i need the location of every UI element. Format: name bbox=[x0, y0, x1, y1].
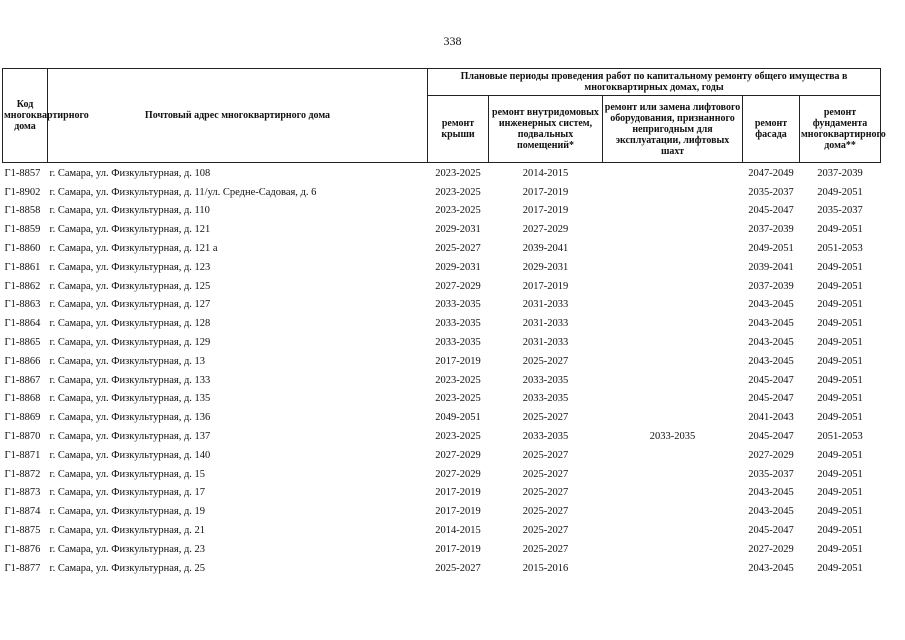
table-row bbox=[3, 502, 881, 521]
table-row bbox=[3, 465, 881, 484]
cell-address: г. Самара, ул. Физкультурная, д. 17 bbox=[49, 487, 206, 499]
cell-address: г. Самара, ул. Физкультурная, д. 136 bbox=[49, 412, 211, 424]
table-row bbox=[3, 540, 881, 559]
cell-code: Г1-8869 bbox=[4, 412, 41, 424]
cell-code: Г1-8872 bbox=[4, 468, 41, 480]
header-foundation: ремонт фундамента многоквартирного дома** bbox=[800, 96, 881, 163]
cell-elevator bbox=[603, 446, 743, 465]
cell-systems: 2031-2033 bbox=[522, 318, 569, 330]
table-row bbox=[3, 371, 881, 390]
cell-roof: 2023-2025 bbox=[435, 374, 481, 386]
cell-facade: 2045-2047 bbox=[748, 374, 794, 386]
cell-facade: 2035-2037 bbox=[748, 186, 794, 198]
table-row bbox=[3, 352, 881, 371]
cell-systems: 2031-2033 bbox=[522, 299, 569, 311]
table-row bbox=[3, 390, 881, 409]
cell-systems: 2025-2027 bbox=[522, 412, 569, 424]
cell-roof: 2017-2019 bbox=[435, 506, 481, 518]
header-facade: ремонт фасада bbox=[743, 96, 800, 163]
cell-roof: 2017-2019 bbox=[435, 355, 481, 367]
cell-code: Г1-8873 bbox=[4, 487, 41, 499]
cell-address: г. Самара, ул. Физкультурная, д. 21 bbox=[49, 525, 206, 537]
cell-facade: 2043-2045 bbox=[748, 562, 794, 574]
cell-facade: 2045-2047 bbox=[748, 205, 794, 217]
cell-roof: 2014-2015 bbox=[435, 525, 481, 537]
cell-systems: 2025-2027 bbox=[522, 525, 569, 537]
cell-address: г. Самара, ул. Физкультурная, д. 133 bbox=[49, 374, 211, 386]
cell-address: г. Самара, ул. Физкультурная, д. 137 bbox=[49, 431, 211, 443]
cell-roof: 2049-2051 bbox=[435, 412, 481, 424]
cell-facade: 2043-2045 bbox=[748, 487, 794, 499]
cell-code: Г1-8867 bbox=[4, 374, 41, 386]
cell-systems: 2031-2033 bbox=[522, 337, 569, 349]
header-roof: ремонт крыши bbox=[428, 96, 489, 163]
cell-elevator bbox=[603, 484, 743, 503]
cell-code: Г1-8857 bbox=[4, 167, 41, 179]
cell-address: г. Самара, ул. Физкультурная, д. 23 bbox=[49, 543, 206, 555]
cell-elevator bbox=[603, 333, 743, 352]
cell-foundation: 2051-2053 bbox=[817, 431, 863, 443]
cell-address: г. Самара, ул. Физкультурная, д. 121 а bbox=[49, 243, 218, 255]
cell-elevator bbox=[603, 352, 743, 371]
cell-elevator bbox=[603, 314, 743, 333]
cell-foundation: 2049-2051 bbox=[817, 412, 863, 424]
table-body bbox=[3, 163, 881, 578]
cell-elevator bbox=[603, 183, 743, 202]
cell-code: Г1-8876 bbox=[4, 543, 41, 555]
cell-roof: 2025-2027 bbox=[435, 562, 481, 574]
cell-address: г. Самара, ул. Физкультурная, д. 129 bbox=[49, 337, 211, 349]
cell-systems: 2033-2035 bbox=[522, 374, 569, 386]
cell-foundation: 2049-2051 bbox=[817, 543, 863, 555]
cell-foundation: 2049-2051 bbox=[817, 186, 863, 198]
cell-address: г. Самара, ул. Физкультурная, д. 19 bbox=[49, 506, 206, 518]
cell-facade: 2043-2045 bbox=[748, 355, 794, 367]
cell-address: г. Самара, ул. Физкультурная, д. 135 bbox=[49, 393, 211, 405]
cell-address: г. Самара, ул. Физкультурная, д. 127 bbox=[49, 299, 211, 311]
cell-facade: 2049-2051 bbox=[748, 243, 794, 255]
cell-roof: 2023-2025 bbox=[435, 186, 481, 198]
cell-address: г. Самара, ул. Физкультурная, д. 108 bbox=[49, 167, 211, 179]
table-row bbox=[3, 521, 881, 540]
cell-elevator: 2033-2035 bbox=[649, 431, 696, 443]
cell-elevator bbox=[603, 559, 743, 578]
cell-roof: 2033-2035 bbox=[435, 318, 481, 330]
header-periods-group: Плановые периоды проведения работ по капитальному ремонту общего имущества в многоквартирных домах, годы bbox=[428, 69, 881, 96]
cell-roof: 2023-2025 bbox=[435, 205, 481, 217]
table-row bbox=[3, 202, 881, 221]
cell-foundation: 2049-2051 bbox=[817, 299, 863, 311]
cell-elevator bbox=[603, 502, 743, 521]
header-code: Код многоквартирного дома bbox=[3, 69, 48, 163]
cell-facade: 2045-2047 bbox=[748, 393, 794, 405]
table-row bbox=[3, 314, 881, 333]
header-systems: ремонт внутридомовых инженерных систем, подвальных помещений* bbox=[489, 96, 603, 163]
cell-facade: 2045-2047 bbox=[748, 431, 794, 443]
cell-elevator bbox=[603, 371, 743, 390]
cell-address: г. Самара, ул. Физкультурная, д. 128 bbox=[49, 318, 211, 330]
cell-foundation: 2049-2051 bbox=[817, 487, 863, 499]
cell-facade: 2035-2037 bbox=[748, 468, 794, 480]
table-row bbox=[3, 296, 881, 315]
cell-elevator bbox=[603, 202, 743, 221]
cell-foundation: 2035-2037 bbox=[817, 205, 863, 217]
table-row bbox=[3, 220, 881, 239]
table-row bbox=[3, 239, 881, 258]
cell-code: Г1-8862 bbox=[4, 280, 41, 292]
cell-facade: 2027-2029 bbox=[748, 449, 794, 461]
table-row bbox=[3, 258, 881, 277]
cell-code: Г1-8858 bbox=[4, 205, 41, 217]
cell-code: Г1-8902 bbox=[4, 186, 41, 198]
cell-foundation: 2049-2051 bbox=[817, 506, 863, 518]
cell-address: г. Самара, ул. Физкультурная, д. 110 bbox=[49, 205, 210, 217]
cell-facade: 2043-2045 bbox=[748, 337, 794, 349]
cell-elevator bbox=[603, 408, 743, 427]
cell-elevator bbox=[603, 521, 743, 540]
table-row bbox=[3, 484, 881, 503]
cell-systems: 2029-2031 bbox=[522, 261, 569, 273]
cell-elevator bbox=[603, 239, 743, 258]
cell-roof: 2029-2031 bbox=[435, 261, 481, 273]
table-row bbox=[3, 427, 881, 446]
cell-systems: 2039-2041 bbox=[522, 243, 569, 255]
cell-address: г. Самара, ул. Физкультурная, д. 11/ул. Средне-Садовая, д. 6 bbox=[49, 186, 317, 198]
cell-systems: 2025-2027 bbox=[522, 543, 569, 555]
cell-facade: 2045-2047 bbox=[748, 525, 794, 537]
cell-facade: 2043-2045 bbox=[748, 318, 794, 330]
cell-code: Г1-8877 bbox=[4, 562, 41, 574]
table-row bbox=[3, 446, 881, 465]
cell-roof: 2033-2035 bbox=[435, 299, 481, 311]
cell-foundation: 2049-2051 bbox=[817, 355, 863, 367]
cell-foundation: 2049-2051 bbox=[817, 449, 863, 461]
cell-foundation: 2049-2051 bbox=[817, 261, 863, 273]
cell-address: г. Самара, ул. Физкультурная, д. 121 bbox=[49, 224, 211, 236]
cell-roof: 2027-2029 bbox=[435, 468, 481, 480]
cell-code: Г1-8874 bbox=[4, 506, 41, 518]
table-row bbox=[3, 559, 881, 578]
cell-foundation: 2049-2051 bbox=[817, 280, 863, 292]
table-row bbox=[3, 163, 881, 183]
cell-facade: 2041-2043 bbox=[748, 412, 794, 424]
cell-roof: 2017-2019 bbox=[435, 487, 481, 499]
cell-roof: 2027-2029 bbox=[435, 449, 481, 461]
cell-code: Г1-8861 bbox=[4, 261, 41, 273]
cell-code: Г1-8868 bbox=[4, 393, 41, 405]
cell-elevator bbox=[603, 258, 743, 277]
cell-foundation: 2051-2053 bbox=[817, 243, 863, 255]
cell-foundation: 2049-2051 bbox=[817, 562, 863, 574]
cell-address: г. Самара, ул. Физкультурная, д. 125 bbox=[49, 280, 211, 292]
cell-facade: 2043-2045 bbox=[748, 299, 794, 311]
cell-systems: 2027-2029 bbox=[522, 224, 569, 236]
header-elevator: ремонт или замена лифтового оборудования, признанного непригодным для эксплуатации, лифтовых шахт bbox=[603, 96, 743, 163]
cell-foundation: 2049-2051 bbox=[817, 393, 863, 405]
cell-address: г. Самара, ул. Физкультурная, д. 13 bbox=[49, 355, 206, 367]
table-row bbox=[3, 183, 881, 202]
cell-elevator bbox=[603, 277, 743, 296]
cell-facade: 2037-2039 bbox=[748, 280, 794, 292]
table-row bbox=[3, 408, 881, 427]
cell-elevator bbox=[603, 465, 743, 484]
cell-code: Г1-8865 bbox=[4, 337, 41, 349]
cell-elevator bbox=[603, 296, 743, 315]
cell-roof: 2023-2025 bbox=[435, 431, 481, 443]
cell-facade: 2043-2045 bbox=[748, 506, 794, 518]
cell-facade: 2047-2049 bbox=[748, 167, 794, 179]
table-row bbox=[3, 277, 881, 296]
cell-systems: 2015-2016 bbox=[522, 562, 569, 574]
cell-code: Г1-8875 bbox=[4, 525, 41, 537]
cell-systems: 2033-2035 bbox=[522, 393, 569, 405]
cell-foundation: 2049-2051 bbox=[817, 525, 863, 537]
cell-elevator bbox=[603, 390, 743, 409]
cell-elevator bbox=[603, 220, 743, 239]
cell-address: г. Самара, ул. Физкультурная, д. 15 bbox=[49, 468, 206, 480]
cell-roof: 2023-2025 bbox=[435, 167, 481, 179]
cell-code: Г1-8864 bbox=[4, 318, 41, 330]
table-row bbox=[3, 333, 881, 352]
cell-facade: 2039-2041 bbox=[748, 261, 794, 273]
cell-systems: 2017-2019 bbox=[522, 205, 569, 217]
cell-foundation: 2037-2039 bbox=[817, 167, 863, 179]
cell-roof: 2017-2019 bbox=[435, 543, 481, 555]
header-address: Почтовый адрес многоквартирного дома bbox=[48, 69, 428, 163]
cell-roof: 2029-2031 bbox=[435, 224, 481, 236]
cell-systems: 2025-2027 bbox=[522, 449, 569, 461]
cell-roof: 2023-2025 bbox=[435, 393, 481, 405]
cell-code: Г1-8871 bbox=[4, 449, 41, 461]
cell-foundation: 2049-2051 bbox=[817, 374, 863, 386]
cell-code: Г1-8863 bbox=[4, 299, 41, 311]
cell-foundation: 2049-2051 bbox=[817, 468, 863, 480]
cell-elevator bbox=[603, 163, 743, 183]
cell-address: г. Самара, ул. Физкультурная, д. 123 bbox=[49, 261, 211, 273]
cell-foundation: 2049-2051 bbox=[817, 318, 863, 330]
cell-code: Г1-8859 bbox=[4, 224, 41, 236]
cell-address: г. Самара, ул. Физкультурная, д. 25 bbox=[49, 562, 206, 574]
cell-foundation: 2049-2051 bbox=[817, 337, 863, 349]
cell-systems: 2014-2015 bbox=[522, 167, 569, 179]
cell-systems: 2017-2019 bbox=[522, 186, 569, 198]
cell-systems: 2017-2019 bbox=[522, 280, 569, 292]
page-number: 338 bbox=[443, 34, 462, 48]
cell-foundation: 2049-2051 bbox=[817, 224, 863, 236]
cell-facade: 2037-2039 bbox=[748, 224, 794, 236]
cell-roof: 2027-2029 bbox=[435, 280, 481, 292]
cell-code: Г1-8866 bbox=[4, 355, 41, 367]
cell-roof: 2025-2027 bbox=[435, 243, 481, 255]
cell-code: Г1-8870 bbox=[4, 431, 41, 443]
cell-systems: 2025-2027 bbox=[522, 355, 569, 367]
cell-code: Г1-8860 bbox=[4, 243, 41, 255]
repair-schedule-table bbox=[2, 68, 886, 578]
cell-elevator bbox=[603, 540, 743, 559]
cell-systems: 2025-2027 bbox=[522, 506, 569, 518]
cell-facade: 2027-2029 bbox=[748, 543, 794, 555]
cell-systems: 2025-2027 bbox=[522, 487, 569, 499]
cell-roof: 2033-2035 bbox=[435, 337, 481, 349]
cell-systems: 2025-2027 bbox=[522, 468, 569, 480]
cell-systems: 2033-2035 bbox=[522, 431, 569, 443]
cell-address: г. Самара, ул. Физкультурная, д. 140 bbox=[49, 449, 211, 461]
